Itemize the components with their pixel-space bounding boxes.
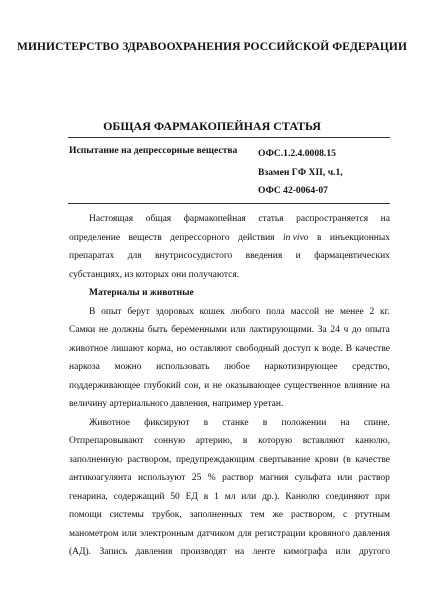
document-title: ОБЩАЯ ФАРМАКОПЕЙНАЯ СТАТЬЯ [103, 119, 321, 133]
paragraph-2 [69, 303, 390, 414]
replaces-line-2: ОФС 42-0064-07 [258, 185, 328, 197]
paragraph-1 [69, 210, 390, 284]
text-line: антикоагулянта используют 25 % раствор магния сульфата или раствор [69, 473, 390, 483]
text-line: манометром или электронным датчиком для регистрации кровяного давления [69, 528, 390, 539]
text-line: (АД). Запись давления производят на ленте кимографа или другого [69, 547, 390, 557]
section-heading: Материалы и животные [89, 288, 194, 298]
text-line: субстанциях, из которых они получаются. [69, 269, 240, 280]
in-vivo-italic: in vivo [282, 232, 309, 243]
text-line: Отпрепаровывают сонную артерию, в которую вставляют канюлю, [69, 436, 390, 446]
body-text [69, 210, 390, 562]
ministry-header: МИНИСТЕРСТВО ЗДРАВООХРАНЕНИЯ РОССИЙСКОЙ ФЕДЕРАЦИИ [16, 41, 407, 53]
text-line: наркоза можно использовать любое наркотизирующее средство, [69, 362, 390, 372]
text-line: поддерживающее глубокий сон, и не оказывающее существенное влияние на [69, 380, 390, 391]
text-line: Настоящая общая фармакопейная статья распространяется на [89, 214, 390, 224]
text-line: определение веществ депрессорного действия in vivo в инъекционных [69, 229, 390, 248]
text-line: Животное фиксируют в станке в положении на спине. [89, 417, 390, 428]
article-codes [258, 145, 343, 201]
paragraph-3 [69, 414, 390, 562]
text-line: помощи системы трубок, заполненных тем же раствором, с ртутным [69, 510, 390, 520]
bottom-rule [68, 203, 390, 204]
article-subject: Испытание на депрессорные вещества [69, 145, 238, 156]
text-line: величину артериального давления, например уретан. [69, 399, 284, 409]
text-line: животное лишают корма, но оставляют свободный доступ к воде. В качестве [69, 343, 390, 354]
top-rule [68, 137, 390, 138]
text-line: Самки не должны быть беременными или лактирующими. За 24 ч до опыта [69, 325, 390, 335]
text-line: В опыт берут здоровых кошек любого пола массой не менее 2 кг. [89, 306, 390, 317]
article-code: ОФС.1.2.4.0008.15 [258, 148, 336, 159]
text-line: препаратах для внутрисосудистого введения и фармацевтических [69, 251, 390, 261]
replaces-line-1: Взамен ГФ XII, ч.1, [258, 166, 343, 178]
text-line: заполненную раствором, предупреждающим свертывание крови (в качестве [69, 454, 390, 465]
text-line: генарина, содержащий 50 ЕД в 1 мл или др.). Канюлю соединяют при [69, 491, 390, 502]
